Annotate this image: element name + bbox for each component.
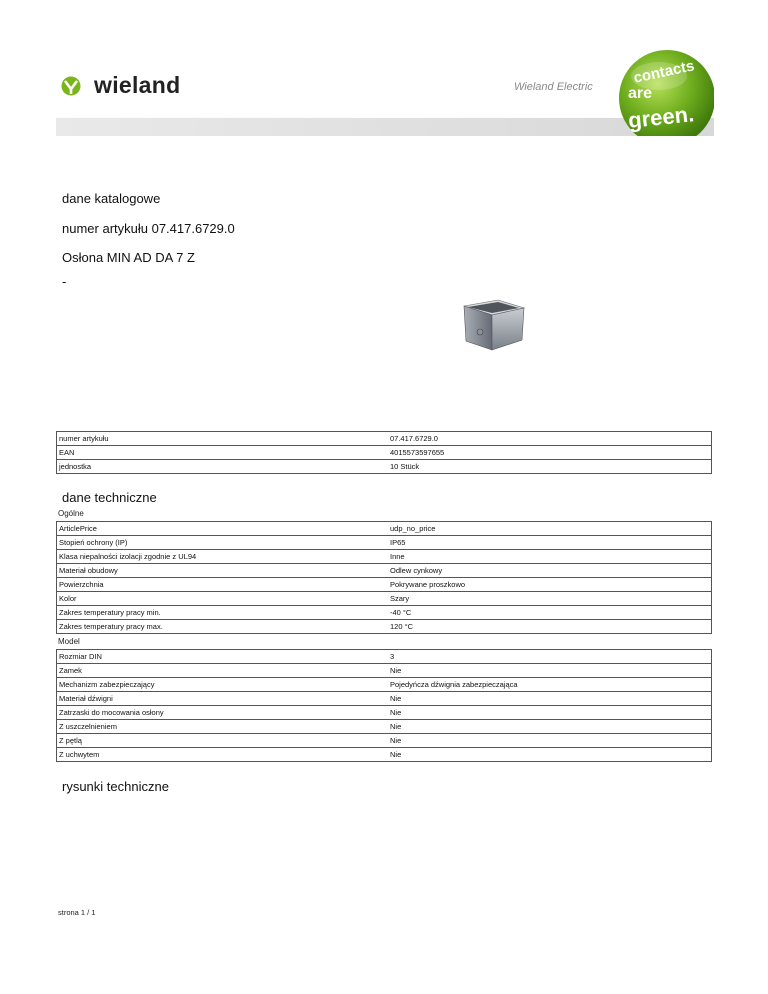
row-label: Powierzchnia (59, 580, 104, 589)
table-row (57, 549, 711, 563)
globe-line-2: are (628, 85, 653, 102)
table-row (57, 650, 711, 663)
row-value: udp_no_price (390, 524, 436, 533)
row-label: EAN (59, 448, 75, 457)
globe-line-1: contacts (632, 57, 696, 87)
row-label: numer artykułu (59, 434, 109, 443)
row-value: Nie (390, 708, 402, 717)
table-row (57, 677, 711, 691)
row-label: Klasa niepalności izolacji zgodnie z UL94 (59, 552, 197, 561)
general-table (56, 521, 712, 634)
table-row (57, 459, 711, 473)
table-row (57, 733, 711, 747)
product-image (458, 296, 528, 352)
table-row (57, 577, 711, 591)
globe-line-3: green. (626, 101, 696, 134)
row-label: Z uchwytem (59, 750, 100, 759)
row-value: 07.417.6729.0 (390, 434, 438, 443)
article-number-heading: numer artykułu 07.417.6729.0 (62, 221, 235, 236)
row-value: Szary (390, 594, 410, 603)
table-row (57, 663, 711, 677)
row-value: Inne (390, 552, 405, 561)
table-row (57, 747, 711, 761)
model-group-title: Model (58, 637, 80, 646)
table-row (57, 605, 711, 619)
row-label: Rozmiar DIN (59, 652, 102, 661)
row-value: Pojedyńcza dźwignia zabezpieczająca (390, 680, 518, 689)
row-value: Nie (390, 750, 402, 759)
model-table (56, 649, 712, 762)
brand-logo (60, 72, 180, 99)
table-row (57, 719, 711, 733)
row-value: -40 °C (390, 608, 412, 617)
row-label: Mechanizm zabezpieczający (59, 680, 155, 689)
header-banner (56, 50, 714, 136)
row-label: ArticlePrice (59, 524, 97, 533)
row-value: Nie (390, 666, 402, 675)
product-name: Osłona MIN AD DA 7 Z (62, 250, 195, 265)
row-label: Zakres temperatury pracy min. (59, 608, 161, 617)
row-label: Zakres temperatury pracy max. (59, 622, 163, 631)
row-label: Materiał dźwigni (59, 694, 113, 703)
row-label: Materiał obudowy (59, 566, 118, 575)
technical-data-title: dane techniczne (62, 490, 157, 505)
table-row (57, 535, 711, 549)
row-value: 10 Stück (390, 462, 420, 471)
table-row (57, 619, 711, 633)
row-value: IP65 (390, 538, 406, 547)
row-value: Nie (390, 722, 402, 731)
row-value: Nie (390, 736, 402, 745)
table-row (57, 432, 711, 445)
wieland-logo-icon (60, 76, 82, 96)
row-value: Pokrywane proszkowo (390, 580, 466, 589)
table-row (57, 705, 711, 719)
table-row (57, 563, 711, 577)
table-row (57, 445, 711, 459)
row-label: Stopień ochrony (IP) (59, 538, 128, 547)
green-globe-icon (614, 50, 714, 136)
drawings-title: rysunki techniczne (62, 779, 169, 794)
row-value: Nie (390, 694, 402, 703)
table-row (57, 522, 711, 535)
row-label: Kolor (59, 594, 77, 603)
general-group-title: Ogólne (58, 509, 84, 518)
table-row (57, 591, 711, 605)
row-label: Zatrzaski do mocowania osłony (59, 708, 164, 717)
brand-name: wieland (94, 72, 181, 98)
page-number: strona 1 / 1 (58, 908, 96, 917)
row-label: jednostka (59, 462, 92, 471)
basic-info-table (56, 431, 712, 474)
row-value: 4015573597655 (390, 448, 445, 457)
row-label: Zamek (59, 666, 82, 675)
product-description-dash: - (62, 274, 67, 289)
brand-tagline: Wieland Electric (514, 81, 593, 93)
table-row (57, 691, 711, 705)
row-label: Z uszczelnieniem (59, 722, 117, 731)
row-label: Z pętlą (59, 736, 82, 745)
row-value: Odlew cynkowy (390, 566, 443, 575)
catalog-title: dane katalogowe (62, 191, 161, 206)
row-value: 3 (390, 652, 395, 661)
row-value: 120 °C (390, 622, 414, 631)
